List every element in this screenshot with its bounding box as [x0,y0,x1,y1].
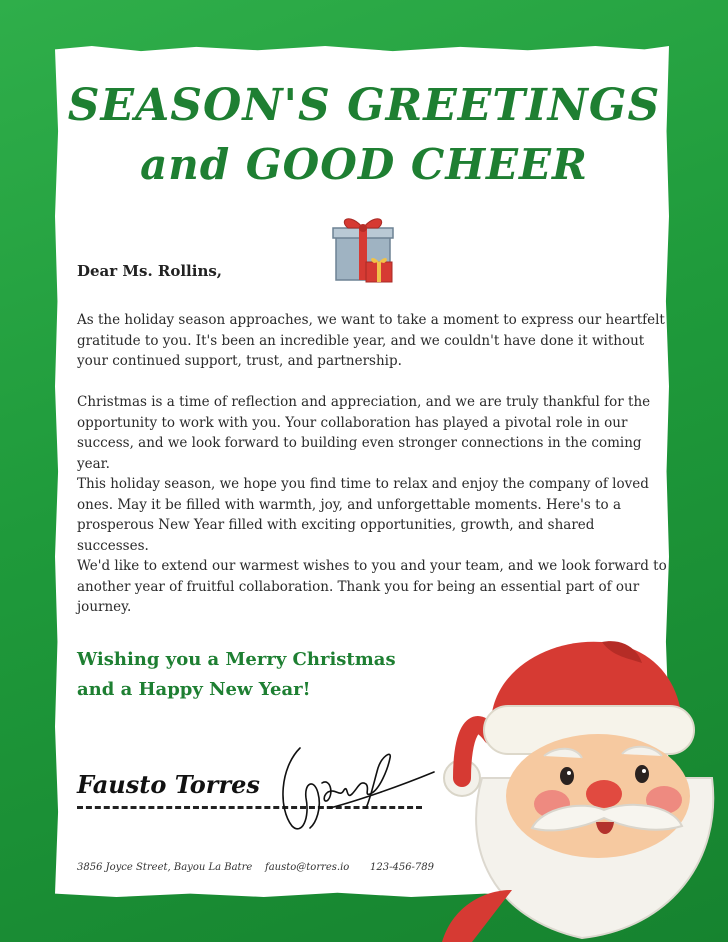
footer-phone: 123-456-789 [370,862,435,873]
paragraph-4: We'd like to extend our warmest wishes to you and your team, and we look forward to another year of fruitful collaboration. Thank you for being an essential part of our journey. [77,558,667,616]
handwritten-signature [270,738,440,838]
closing-wishes [77,645,457,705]
paragraph-2: Christmas is a time of reflection and appreciation, and we are truly thankful for the opportunity to work with you. Your collaboration has played a pivotal role in our success, and we look forward to building even stronger connections in the coming year. [77,394,651,472]
salutation: Dear Ms. Rollins, [77,262,223,280]
footer-email: fausto@torres.io [265,862,350,873]
title-line-2: and GOOD CHEER [140,140,588,189]
gift-box-icon [330,208,396,286]
closing-line-2: and a Happy New Year! [77,679,311,700]
paragraph-3: This holiday season, we hope you find time to relax and enjoy the company of loved ones. May it be filled with warmth, joy, and unforgettable moments. Here's to a prosperous New Year filled with exciting opportunities, growth, and shared successes. [77,476,649,554]
signer-name: Fausto Torres [77,770,260,799]
santa-claus-illustration [432,628,728,942]
title-line-1: SEASON'S GREETINGS [67,80,661,131]
footer-address: 3856 Joyce Street, Bayou La Batre [77,862,253,873]
closing-line-1: Wishing you a Merry Christmas [77,649,396,670]
paragraph-1: As the holiday season approaches, we want to take a moment to express our heartfelt gratitude to you. It's been an incredible year, and we couldn't have done it without your continued support, trust, and partnership. [77,312,665,370]
